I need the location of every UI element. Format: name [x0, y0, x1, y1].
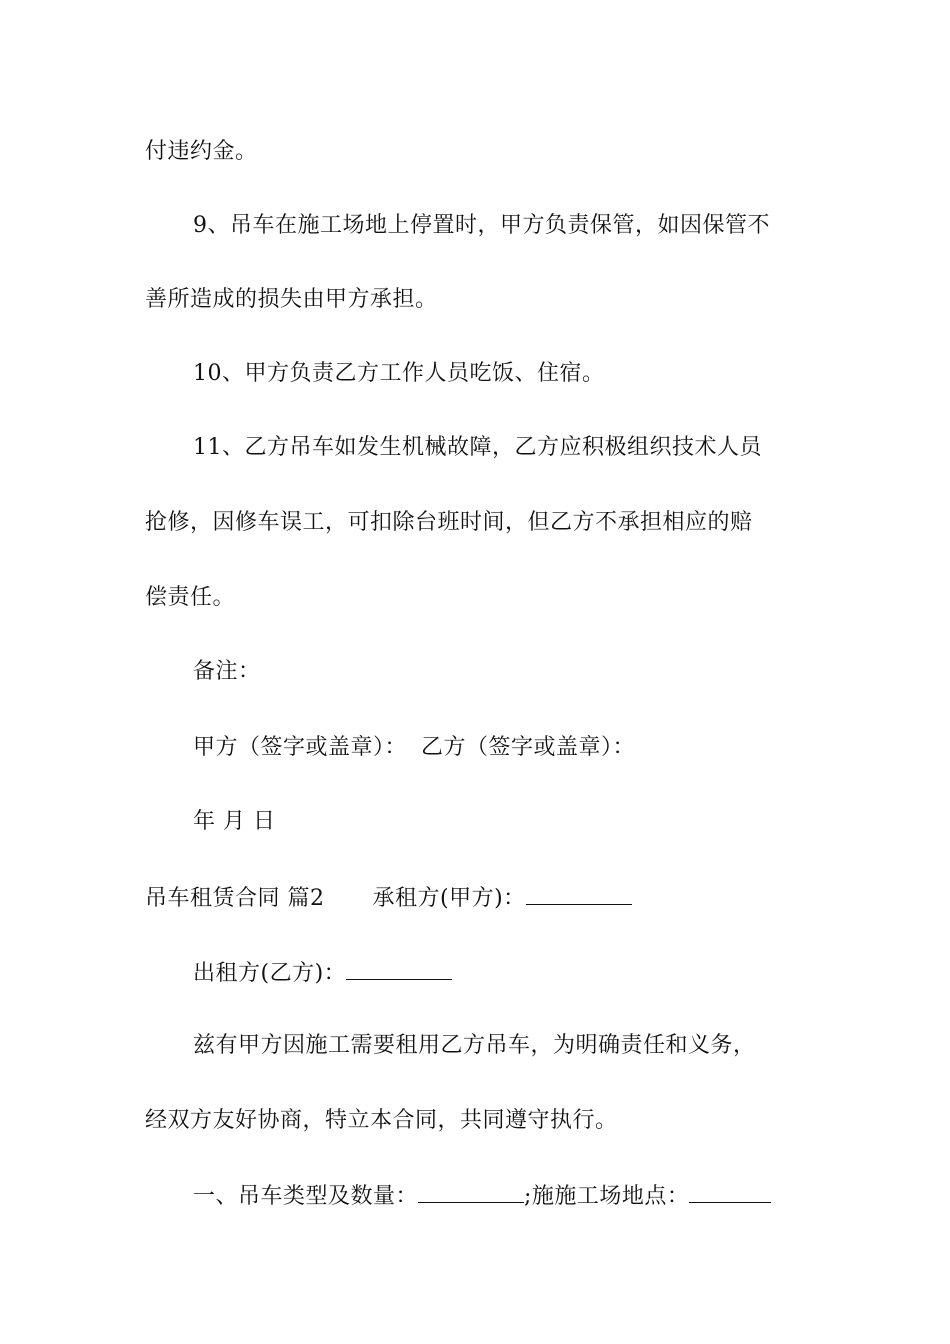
clause-9-line-1	[193, 211, 770, 241]
clause-10	[193, 359, 605, 389]
clause-9-line-2	[145, 285, 438, 315]
text-fragment: 付违约金。	[145, 139, 258, 164]
text-fragment: 偿责任。	[145, 585, 236, 610]
year-label: 年	[193, 809, 216, 834]
signature-line	[193, 733, 635, 763]
clause-11-line-2	[145, 508, 753, 538]
day-label: 日	[253, 809, 276, 834]
lessor-label: 出租方(乙方)：	[193, 961, 347, 986]
text-fragment: 10、甲方负责乙方工作人员吃饭、住宿。	[193, 361, 605, 386]
text-fragment: 11、乙方吊车如发生机械故障，乙方应积极组织技术人员	[193, 435, 762, 460]
month-label: 月	[223, 809, 246, 834]
party-b-signature-label: 乙方（签字或盖章）：	[421, 735, 636, 760]
crane-type-label: 一、吊车类型及数量：	[193, 1184, 419, 1209]
text-fragment: 善所造成的损失由甲方承担。	[145, 287, 438, 312]
lessor-line	[193, 957, 452, 989]
section-1-line	[193, 1180, 771, 1212]
text-fragment: 备注：	[193, 659, 261, 684]
party-a-signature-label: 甲方（签字或盖章）：	[193, 735, 408, 760]
text-fragment: 抢修，因修车误工，可扣除台班时间，但乙方不承担相应的赔	[145, 510, 753, 535]
text-fragment: 兹有甲方因施工需要租用乙方吊车，为明确责任和义务，	[193, 1033, 756, 1058]
preamble-line-2	[145, 1106, 618, 1136]
lessee-label: 承租方(甲方)：	[372, 886, 526, 911]
site-location-blank	[689, 1180, 771, 1203]
clause-11-line-1	[193, 433, 762, 463]
date-line	[193, 807, 276, 837]
remarks-label	[193, 657, 261, 687]
preamble-line-1	[193, 1031, 756, 1061]
text-fragment: 9、吊车在施工场地上停置时，甲方负责保管，如因保管不	[193, 213, 770, 238]
paragraph-line	[145, 137, 258, 167]
lessor-blank	[346, 957, 452, 980]
contract-chapter: 篇2	[287, 886, 325, 911]
lessee-blank	[526, 882, 632, 905]
clause-11-line-3	[145, 583, 235, 613]
contract-title: 吊车租赁合同	[145, 886, 281, 911]
site-location-label: ;施施工场地点：	[524, 1184, 690, 1209]
contract-heading-line	[145, 882, 632, 914]
text-fragment: 经双方友好协商，特立本合同，共同遵守执行。	[145, 1108, 618, 1133]
crane-type-blank	[418, 1180, 524, 1203]
